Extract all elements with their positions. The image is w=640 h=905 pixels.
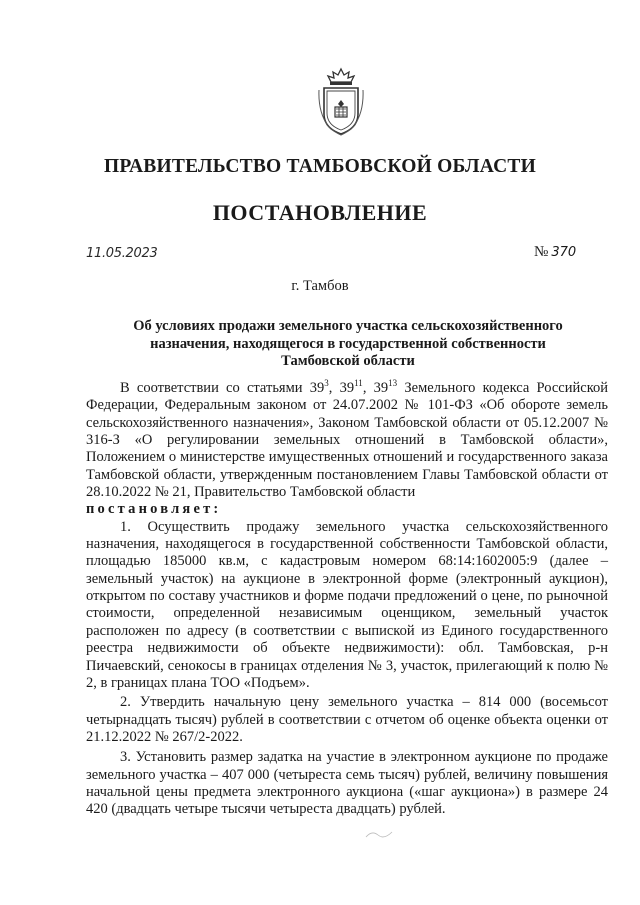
document-subject bbox=[110, 318, 586, 371]
clause-2: 2. Утвердить начальную цену земельного участка – 814 000 (восемьсот четырнадцать тысяч) рублей в соответствии с отчетом об оценке объекта оценки от 21.12.2022 № 267/2-2022. bbox=[86, 694, 608, 745]
document-date: 11.05.2023 bbox=[86, 246, 158, 261]
number-label: № bbox=[534, 244, 549, 260]
document-body bbox=[86, 380, 608, 819]
city-name: г. Тамбов bbox=[291, 278, 349, 294]
document-type-title: ПОСТАНОВЛЕНИЕ bbox=[212, 200, 428, 225]
document-number bbox=[534, 244, 576, 261]
intro-paragraph: В соответствии со статьями $39^3$, $39^{11}$, $39^{13}$ Земельного кодекса Российской Федерации, Федеральным законом от 24.07.2002 № 101-ФЗ «Об обороте земель сельскохозяйственного назначения», Законом Тамбовской области от 05.12.2007 № 316-З «О регулировании земельных отношений в Тамбовской области», Положением о министерстве имущественных отношений и государственного заказа Тамбовской области, утвержденным постановлением Главы Тамбовской области от 28.10.2022 № 21, Правительство Тамбовской области bbox=[86, 378, 609, 501]
coat-of-arms-emblem bbox=[316, 66, 366, 136]
subject-line-3: Тамбовской области bbox=[281, 353, 415, 369]
decree-word: постановляет: bbox=[86, 501, 222, 518]
clause-3: 3. Установить размер задатка на участие в электронном аукционе по продаже земельного участка – 407 000 (четыреста семь тысяч) рублей, величину повышения начальной цены предмета электронного аукциона («шаг аукциона») в размере 24 420 (двадцать четыре тысячи четыреста двадцать) рублей. bbox=[86, 749, 608, 818]
scan-artifact-mark bbox=[364, 828, 394, 840]
subject-line-1: Об условиях продажи земельного участка сельскохозяйственного bbox=[133, 318, 563, 334]
clause-1: 1. Осуществить продажу земельного участка сельскохозяйственного назначения, находящегося в государственной собственности Тамбовской области, площадью 185000 кв.м, с кадастровым номером 68:14:1602005:9 (далее – земельный участок) на аукционе в электронной форме (электронный аукцион), открытом по составу участников и форме подачи предложений о цене, по рыночной стоимости, определенной независимым оценщиком, земельный участок расположен по адресу (в соответствии с выпиской из Единого государственного реестра недвижимости об объекте недвижимости): обл. Тамбовская, р-н Пичаевский, сенокосы в границах отделения № 3, участок, прилегающий к полю № 2, в границах плана ТОО «Подъем». bbox=[86, 518, 608, 691]
government-title: ПРАВИТЕЛЬСТВО ТАМБОВСКОЙ ОБЛАСТИ bbox=[104, 156, 536, 177]
subject-line-2: назначения, находящегося в государственной собственности bbox=[150, 335, 546, 352]
number-value: 370 bbox=[551, 245, 577, 260]
